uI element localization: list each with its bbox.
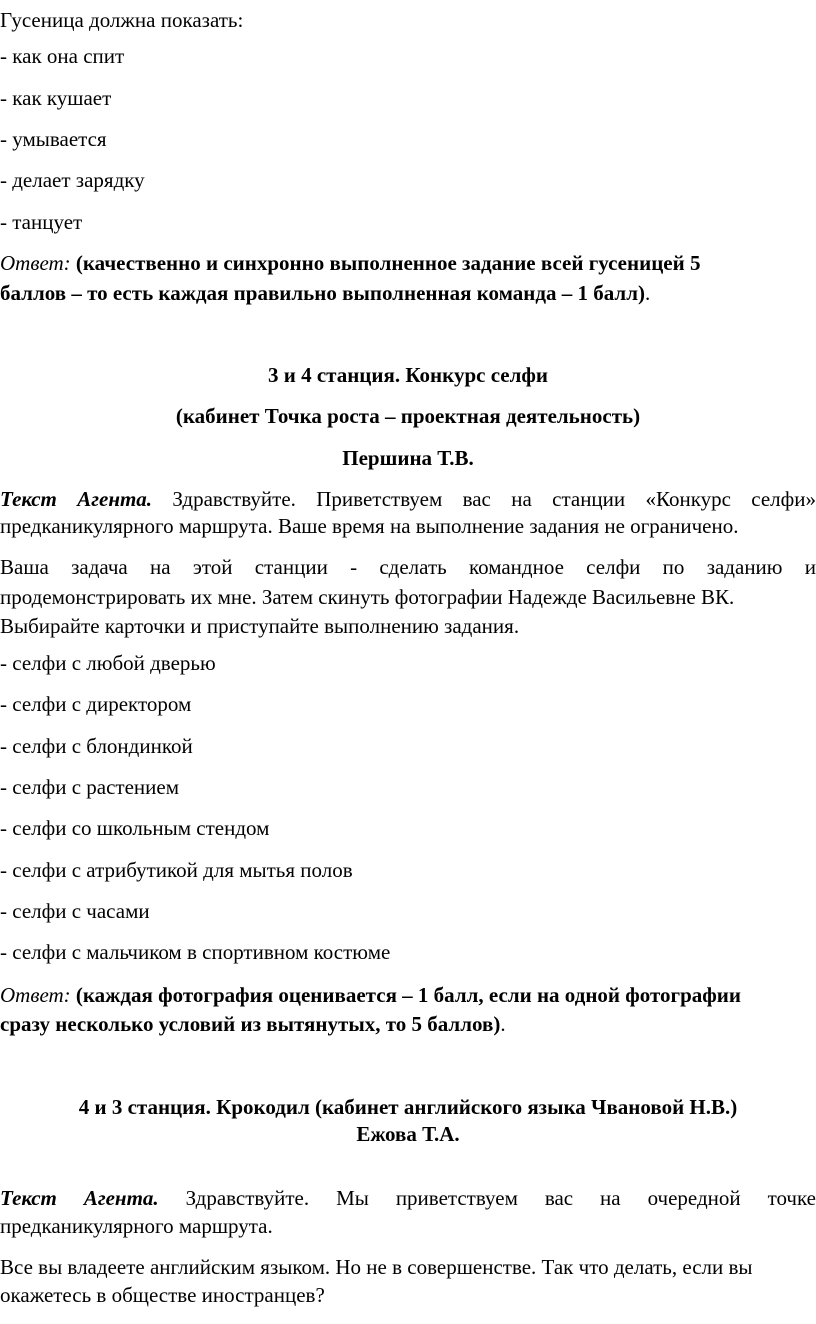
agent-text: Здравствуйте. Приветствуем вас на станции «Конкурс селфи» — [172, 487, 816, 511]
answer-text: (качественно и синхронно выполненное задание всей гусеницей 5 — [75, 251, 701, 275]
selfie-agent-line-1 — [0, 485, 816, 513]
list-item: - селфи с растением — [0, 775, 180, 799]
list-item: - селфи с директором — [0, 692, 192, 716]
caterpillar-intro: Гусеница должна показать: — [0, 8, 244, 32]
answer-end: . — [645, 281, 651, 305]
crocodile-agent-line-2: предканикулярного маршрута. — [0, 1214, 273, 1238]
agent-label: Текст Агента. — [0, 1186, 159, 1210]
crocodile-agent-line-1 — [0, 1184, 816, 1212]
list-item: - как она спит — [0, 44, 125, 68]
list-item: - селфи с любой дверью — [0, 651, 216, 675]
answer-text: сразу несколько условий из вытянутых, то 5 баллов) — [0, 1012, 501, 1036]
selfie-answer-line-2 — [0, 1010, 816, 1038]
selfie-agent-line-2: предканикулярного маршрута. Ваше время на выполнение задания не ограничено. — [0, 514, 739, 538]
answer-label: Ответ: — [0, 251, 71, 275]
selfie-answer-line-1 — [0, 981, 816, 1009]
list-item: - умывается — [0, 127, 107, 151]
list-item: - селфи с блондинкой — [0, 734, 193, 758]
caterpillar-answer-line-1 — [0, 249, 816, 277]
answer-label: Ответ: — [0, 983, 71, 1007]
agent-text: Здравствуйте. Мы приветствуем вас на очередной точке — [185, 1186, 816, 1210]
list-item: - танцует — [0, 210, 83, 234]
selfie-station-title: 3 и 4 станция. Конкурс селфи — [267, 363, 549, 387]
agent-label: Текст Агента. — [0, 487, 153, 511]
selfie-task-line-2: продемонстрировать их мне. Затем скинуть фотографии Надежде Васильевне ВК. — [0, 585, 735, 609]
crocodile-para-line-2: окажетесь в обществе иностранцев? — [0, 1283, 325, 1307]
answer-end: . — [500, 1012, 506, 1036]
answer-text: баллов – то есть каждая правильно выполненная команда – 1 балл) — [0, 281, 645, 305]
list-item: - делает зарядку — [0, 168, 145, 192]
list-item: - селфи со школьным стендом — [0, 816, 270, 840]
selfie-station-subtitle: (кабинет Точка роста – проектная деятельность) — [175, 404, 641, 428]
crocodile-para-line-1: Все вы владеете английским языком. Но не в совершенстве. Так что делать, если вы — [0, 1255, 753, 1279]
selfie-station-host: Першина Т.В. — [342, 446, 474, 470]
selfie-task-line-1: Ваша задача на этой станции - сделать командное селфи по заданию и — [0, 555, 816, 579]
list-item: - как кушает — [0, 86, 112, 110]
list-item: - селфи с мальчиком в спортивном костюме — [0, 940, 391, 964]
list-item: - селфи с атрибутикой для мытья полов — [0, 858, 353, 882]
caterpillar-answer-line-2 — [0, 279, 816, 307]
selfie-task-line-3: Выбирайте карточки и приступайте выполнению задания. — [0, 614, 520, 638]
list-item: - селфи с часами — [0, 899, 150, 923]
crocodile-station-title: 4 и 3 станция. Крокодил (кабинет английского языка Чвановой Н.В.) — [78, 1095, 738, 1119]
answer-text: (каждая фотография оценивается – 1 балл, если на одной фотографии — [75, 983, 742, 1007]
crocodile-station-host: Ежова Т.А. — [356, 1122, 460, 1146]
